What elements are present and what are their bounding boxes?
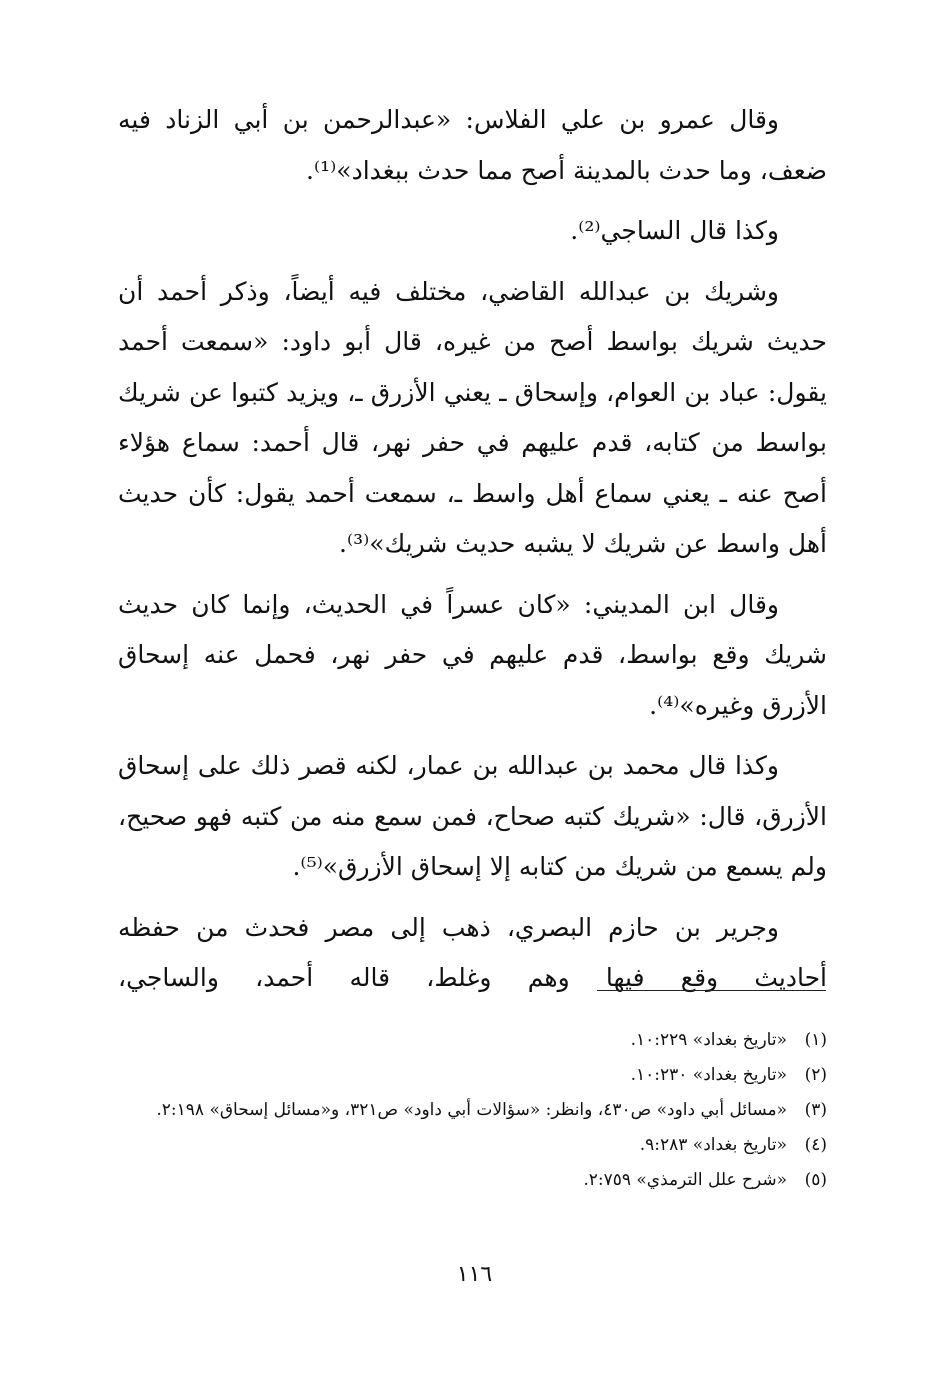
- footnote-text: «شرح علل الترمذي» ٢:٧٥٩.: [583, 1170, 787, 1190]
- paragraph-3: وشريك بن عبدالله القاضي، مختلف فيه أيضاً، وذكر أحمد أن حديث شريك بواسط أصح من غيره، قال أبو داود: «سمعت أحمد يقول: عباد بن العوام، وإسحاق ـ يعني الأزرق ـ، ويزيد كتبوا عن شريك بواسط من كتابه، قدم عليهم في حفر نهر، قال أحمد: سماع هؤلاء أصح عنه ـ يعني سماع أهل واسط ـ، سمعت أحمد يقول: كأن حديث أهل واسط عن شريك لا يشبه حديث شريك»⁽³⁾.: [118, 276, 827, 558]
- paragraph-4: وقال ابن المديني: «كان عسراً في الحديث، وإنما كان حديث شريك وقع بواسط، قدم عليهم في حفر نهر، فحمل عنه إسحاق الأزرق وغيره»⁽⁴⁾.: [118, 589, 827, 720]
- paragraph-6: وجرير بن حازم البصري، ذهب إلى مصر فحدث من حفظه أحاديث وقع فيها وهم وغلط، قاله أحمد، والساجي،: [118, 912, 827, 992]
- footnote-text: «مسائل أبي داود» ص٤٣٠، وانظر: «سؤالات أبي داود» ص٣٢١، و«مسائل إسحاق» ٢:١٩٨.: [156, 1100, 787, 1120]
- footnote-3: [118, 1093, 827, 1128]
- footnote-number: (٤): [804, 1135, 827, 1155]
- footnote-number: (٢): [804, 1065, 827, 1085]
- body-text: [118, 95, 827, 1014]
- footnotes: [118, 1023, 827, 1198]
- footnote-text: «تاريخ بغداد» ٩:٢٨٣.: [639, 1135, 787, 1155]
- footnote-text: «تاريخ بغداد» ١٠:٢٢٩.: [630, 1030, 787, 1050]
- footnote-separator: [597, 990, 826, 991]
- paragraph-1: وقال عمرو بن علي الفلاس: «عبدالرحمن بن أبي الزناد فيه ضعف، وما حدث بالمدينة أصح مما حدث ببغداد»⁽¹⁾.: [118, 105, 827, 185]
- footnote-1: [118, 1023, 827, 1058]
- footnote-number: (١): [804, 1030, 827, 1050]
- footnote-2: [118, 1058, 827, 1093]
- paragraph-2: وكذا قال الساجي⁽²⁾.: [570, 216, 779, 245]
- page-number: ١١٦: [456, 1262, 493, 1287]
- paragraph-5: وكذا قال محمد بن عبدالله بن عمار، لكنه قصر ذلك على إسحاق الأزرق، قال: «شريك كتبه صحاح، فمن سمع منه من كتبه فهو صحيح، ولم يسمع من شريك من كتابه إلا إسحاق الأزرق»⁽⁵⁾.: [118, 751, 827, 881]
- footnote-4: [118, 1128, 827, 1163]
- footnote-number: (٣): [804, 1100, 827, 1120]
- footnote-number: (٥): [804, 1170, 827, 1190]
- footnote-5: [118, 1163, 827, 1198]
- footnote-text: «تاريخ بغداد» ١٠:٢٣٠.: [630, 1065, 787, 1085]
